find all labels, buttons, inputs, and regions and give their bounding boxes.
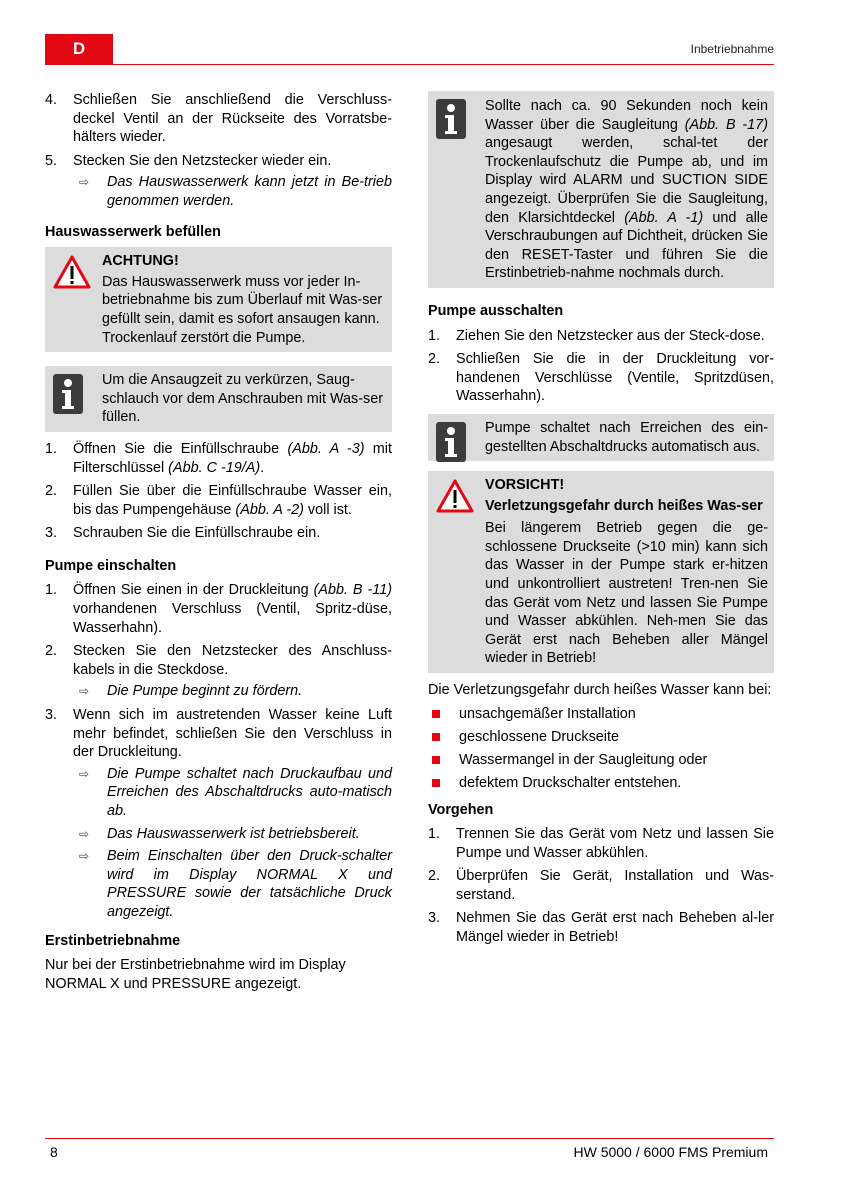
bullet-square-icon bbox=[432, 779, 440, 787]
list-item: 2. Füllen Sie über die Einfüllschraube Wasser ein, bis das Pumpengehäuse (Abb. A -2) voll ist. bbox=[45, 483, 392, 518]
info-text: Um die Ansaugzeit zu verkürzen, Saug-schlauch vor dem Anschrauben mit Was-ser füllen. bbox=[102, 372, 383, 426]
info-box bbox=[428, 91, 774, 288]
caution-title: VORSICHT! bbox=[485, 477, 565, 494]
procedure-list bbox=[428, 825, 774, 947]
footer-divider bbox=[45, 1138, 774, 1139]
list-item: 3. Nehmen Sie das Gerät erst nach Beheben al-ler Mängel wieder in Betrieb! bbox=[428, 910, 774, 946]
header-title: Inbetriebnahme bbox=[690, 42, 774, 56]
list-item: 5. Stecken Sie den Netzstecker wieder ein. ⇨ Das Hauswasserwerk kann jetzt in Be-trieb genommen werden. bbox=[45, 152, 392, 209]
section-heading: Vorgehen bbox=[428, 801, 494, 818]
warning-text: Das Hauswasserwerk muss vor jeder In-betriebnahme bis zum Überlauf mit Was-ser gefüllt sein, damit es sofort ansaugen kann. Trockenlauf zerstört die Pumpe. bbox=[102, 273, 383, 346]
warning-box bbox=[45, 247, 392, 352]
caution-box bbox=[428, 471, 774, 673]
page-number: 8 bbox=[50, 1144, 58, 1160]
steps-list bbox=[45, 91, 392, 211]
result-line: ⇨ Das Hauswasserwerk kann jetzt in Be-trieb genommen werden. bbox=[79, 174, 392, 209]
result-line: ⇨ Das Hauswasserwerk ist betriebsbereit. bbox=[79, 825, 360, 842]
section-heading: Hauswasserwerk befüllen bbox=[45, 223, 221, 240]
bullet-square-icon bbox=[432, 710, 440, 718]
result-line: ⇨ Beim Einschalten über den Druck-schalter wird im Display NORMAL X und PRESSURE sowie der tatsächliche Druck angezeigt. bbox=[79, 848, 392, 920]
list-item: defektem Druckschalter entstehen. bbox=[428, 774, 774, 793]
caution-text: Bei längerem Betrieb gegen die ge-schlossene Druckseite (>10 min) kann sich das Wasser in der Pumpe stark er-hitzen und unkontrolliert austreten! Tren-nen Sie das Gerät vom Netz und lassen Sie Pumpe und Wasser abkühlen. Neh-men Sie das Gerät erst nach Beheben aller Mängel wieder in Betrieb! bbox=[485, 520, 768, 667]
paragraph: Die Verletzungsgefahr durch heißes Wasser kann bei: bbox=[428, 682, 772, 699]
info-icon bbox=[436, 422, 466, 462]
warning-triangle-icon bbox=[436, 479, 474, 513]
list-item: 2. Überprüfen Sie Gerät, Installation und Was-serstand. bbox=[428, 868, 774, 903]
info-box bbox=[45, 366, 392, 432]
section-heading: Pumpe ausschalten bbox=[428, 302, 564, 319]
list-item: 1. Ziehen Sie den Netzstecker aus der Steck-dose. bbox=[428, 327, 765, 344]
result-arrow-icon: ⇨ bbox=[79, 826, 90, 841]
list-item: 4. Schließen Sie anschließend die Verschluss-deckel Ventil an der Rückseite des Vorratsbe-hälters wieder. bbox=[45, 92, 392, 146]
header-divider bbox=[45, 64, 774, 65]
on-steps-list bbox=[45, 581, 392, 921]
caution-subtitle: Verletzungsgefahr durch heißes Was-ser bbox=[485, 497, 763, 514]
info-box bbox=[428, 414, 774, 461]
list-item: geschlossene Druckseite bbox=[428, 728, 774, 747]
section-heading: Erstinbetriebnahme bbox=[45, 932, 181, 949]
footer-product-name: HW 5000 / 6000 FMS Premium bbox=[573, 1144, 768, 1160]
result-arrow-icon: ⇨ bbox=[79, 175, 90, 190]
list-item: 3. Wenn sich im austretenden Wasser keine Luft mehr befindet, schließen Sie den Verschluss in der Druckleitung. ⇨ Die Pumpe schaltet nach Druckaufbau und Erreichen des Abschaltdrucks auto-matisch ab. ⇨ Das Hauswasserwerk ist betriebsbereit. ⇨ Beim Einschalten über den Druck-schalter wird im Display NORMAL X und PRESSURE sowie der tatsächliche Druck angezeigt. bbox=[45, 707, 392, 920]
list-item: 1. Öffnen Sie die Einfüllschraube (Abb. A -3) mit Filterschlüssel (Abb. C -19/A). bbox=[45, 440, 392, 476]
off-steps-list bbox=[428, 327, 774, 406]
list-item: 3. Schrauben Sie die Einfüllschraube ein. bbox=[45, 525, 321, 542]
fill-steps-list bbox=[45, 440, 392, 543]
result-arrow-icon: ⇨ bbox=[79, 849, 90, 864]
list-item: Wassermangel in der Saugleitung oder bbox=[428, 751, 774, 770]
bullet-square-icon bbox=[432, 756, 440, 764]
result-arrow-icon: ⇨ bbox=[79, 766, 90, 781]
list-item: 1. Öffnen Sie einen in der Druckleitung (Abb. B -11) vorhandenen Verschluss (Ventil, Spritz-düse, Wasserhahn). bbox=[45, 582, 392, 636]
warning-title: ACHTUNG! bbox=[102, 253, 179, 270]
bullet-square-icon bbox=[432, 733, 440, 741]
info-icon bbox=[436, 99, 466, 139]
list-item: unsachgemäßer Installation bbox=[428, 705, 774, 724]
section-heading: Pumpe einschalten bbox=[45, 557, 177, 574]
section-badge: D bbox=[45, 34, 113, 64]
result-line: ⇨ Die Pumpe beginnt zu fördern. bbox=[79, 683, 303, 700]
list-item: 2. Schließen Sie die in der Druckleitung vor-handenen Verschlüsse (Ventile, Spritzdüsen, Wasserhahn). bbox=[428, 351, 774, 405]
info-text: Sollte nach ca. 90 Sekunden noch kein Wasser über die Saugleitung (Abb. B -17) angesaugt werden, schal-tet der Trockenlaufschutz die Pumpe ab, und im Display wird ALARM und SUCTION SIDE angezeigt. Überprüfen Sie die Saugleitung, den Klarsichtdeckel (Abb. A -1) und alle Verschraubungen auf Dichtheit, drücken Sie den RESET-Taster und führen Sie die Erstinbetrieb-nahme nochmals durch. bbox=[485, 98, 768, 282]
danger-list bbox=[428, 705, 774, 793]
paragraph: Nur bei der Erstinbetriebnahme wird im Display NORMAL X und PRESSURE angezeigt. bbox=[45, 957, 346, 992]
warning-triangle-icon bbox=[53, 255, 91, 289]
list-item: 1. Trennen Sie das Gerät vom Netz und lassen Sie Pumpe und Wasser abkühlen. bbox=[428, 826, 774, 861]
result-arrow-icon: ⇨ bbox=[79, 684, 90, 699]
result-line: ⇨ Die Pumpe schaltet nach Druckaufbau und Erreichen des Abschaltdrucks auto-matisch ab. bbox=[79, 765, 392, 819]
right-column bbox=[428, 91, 774, 952]
info-text: Pumpe schaltet nach Erreichen des ein-gestellten Abschaltdrucks automatisch aus. bbox=[485, 419, 768, 455]
list-item: 2. Stecken Sie den Netzstecker des Anschluss-kabels in die Steckdose. ⇨ Die Pumpe beginnt zu fördern. bbox=[45, 643, 392, 700]
info-icon bbox=[53, 374, 83, 414]
left-column bbox=[45, 91, 392, 998]
